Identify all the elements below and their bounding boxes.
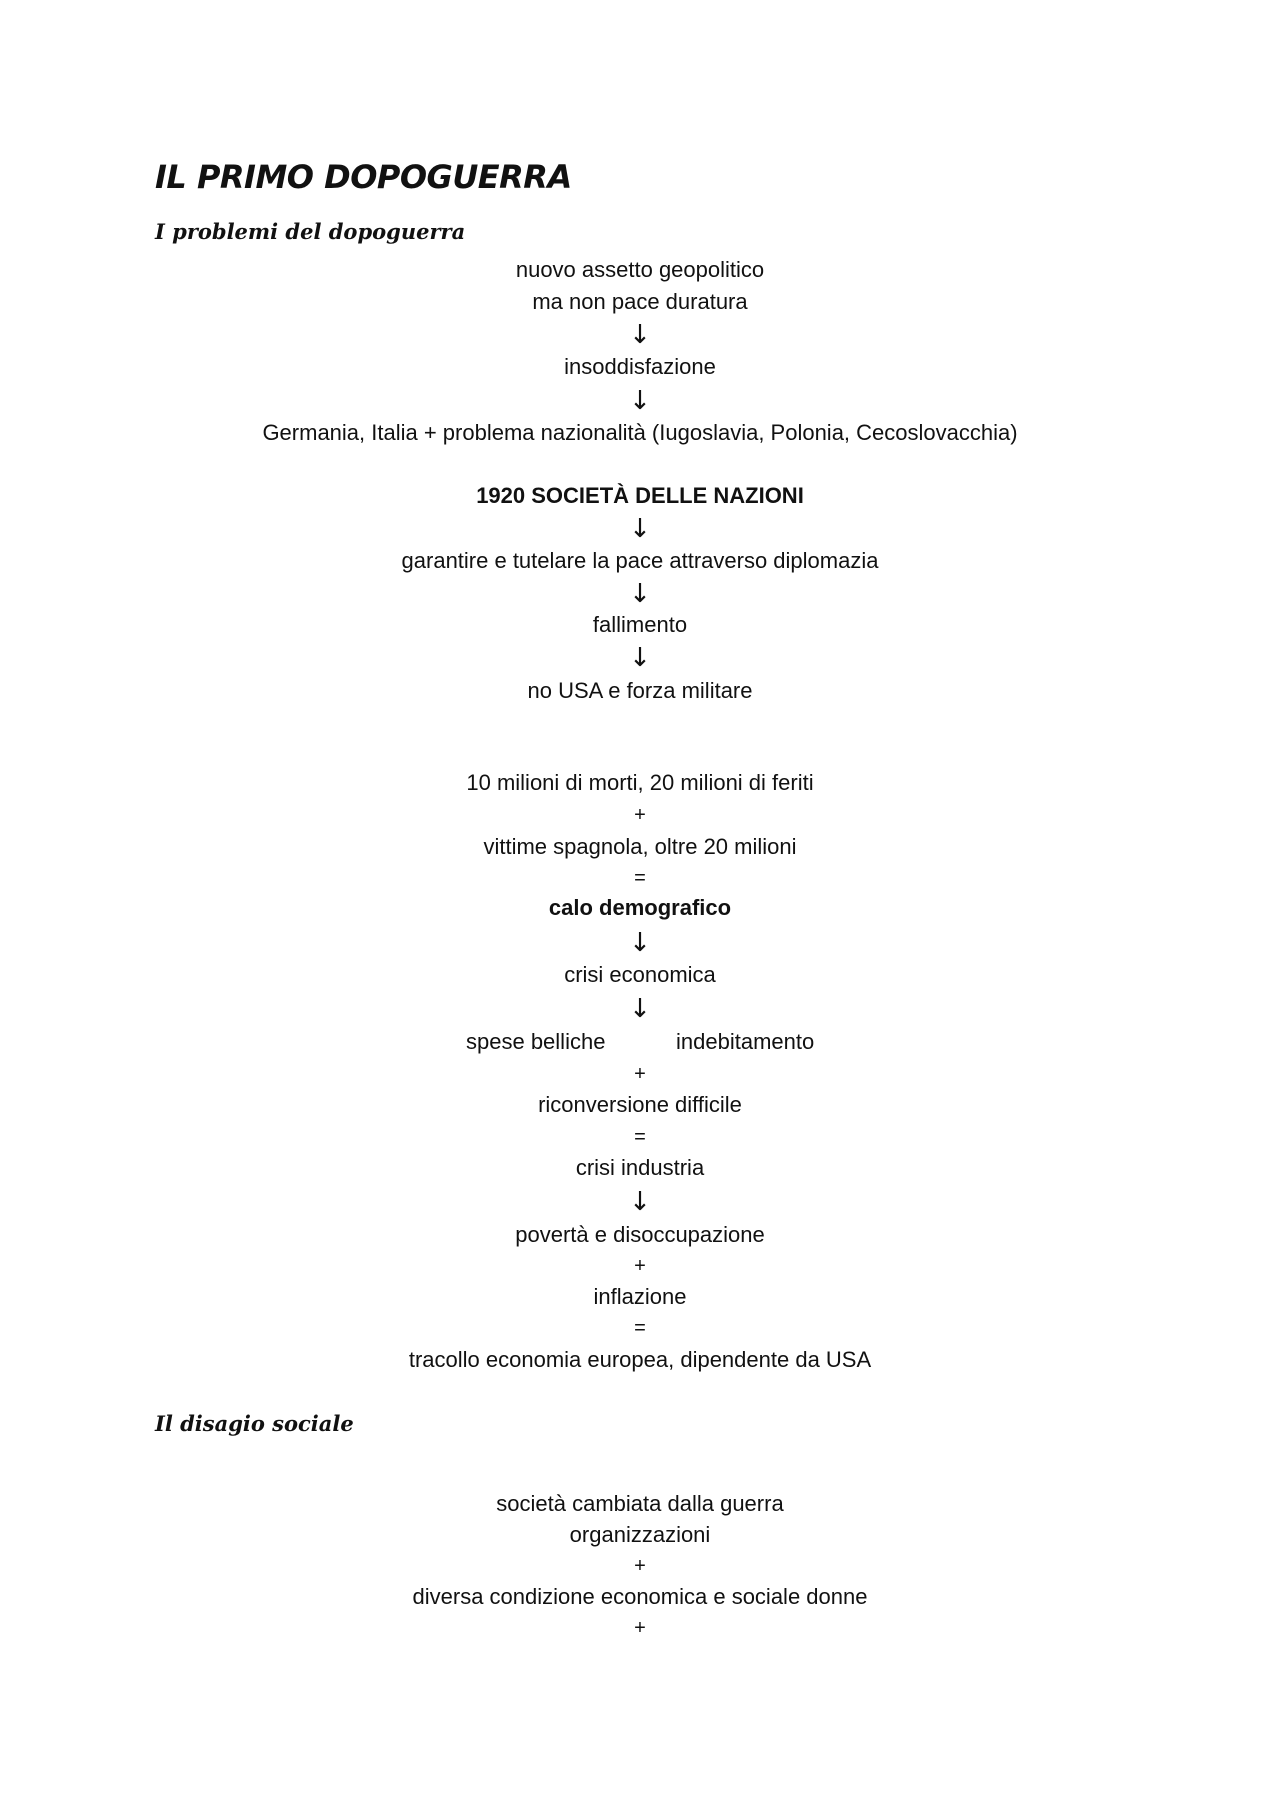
down-arrow-icon: ↓: [629, 514, 651, 544]
flow-line: ma non pace duratura: [532, 289, 748, 314]
flow-line: organizzazioni: [569, 1522, 711, 1547]
plus-sign: +: [634, 804, 646, 826]
section-heading-problems: I problemi del dopoguerra: [155, 219, 466, 244]
down-arrow-icon: ↓: [629, 928, 651, 958]
flow-line: vittime spagnola, oltre 20 milioni: [483, 834, 797, 859]
down-arrow-icon: ↓: [629, 386, 651, 416]
flow-line: diversa condizione economica e sociale donne: [412, 1584, 868, 1609]
flow-line: società cambiata dalla guerra: [496, 1491, 784, 1516]
plus-sign: +: [634, 1555, 646, 1577]
flow-line: insoddisfazione: [564, 354, 716, 379]
flow-line: 10 milioni di morti, 20 milioni di feriti: [466, 770, 814, 795]
flow-line: tracollo economia europea, dipendente da USA: [408, 1347, 872, 1372]
section-heading-social: Il disagio sociale: [155, 1411, 354, 1436]
down-arrow-icon: ↓: [629, 643, 651, 673]
flow-line: Germania, Italia + problema nazionalità (Iugoslavia, Polonia, Cecoslovacchia): [262, 420, 1018, 445]
flow-line: nuovo assetto geopolitico: [515, 257, 765, 282]
flow-line: crisi economica: [564, 962, 716, 987]
flow-line: riconversione difficile: [538, 1092, 742, 1117]
equals-sign: =: [634, 1317, 646, 1339]
flow-line: crisi industria: [575, 1155, 705, 1180]
flow-line-right: indebitamento: [676, 1029, 815, 1054]
plus-sign: +: [634, 1617, 646, 1639]
down-arrow-icon: ↓: [629, 579, 651, 609]
down-arrow-icon: ↓: [629, 994, 651, 1024]
equals-sign: =: [634, 867, 646, 889]
plus-sign: +: [634, 1255, 646, 1277]
plus-sign: +: [634, 1063, 646, 1085]
flow-line: povertà e disoccupazione: [515, 1222, 765, 1247]
down-arrow-icon: ↓: [629, 320, 651, 350]
flow-line: garantire e tutelare la pace attraverso diplomazia: [401, 548, 879, 573]
flow-line-emphasis: calo demografico: [548, 895, 732, 920]
document-title: IL PRIMO DOPOGUERRA: [155, 158, 572, 196]
flow-line-emphasis: 1920 SOCIETÀ DELLE NAZIONI: [476, 483, 804, 508]
flow-line: fallimento: [592, 612, 688, 637]
flow-line: inflazione: [593, 1284, 687, 1309]
flow-line-left: spese belliche: [466, 1029, 606, 1054]
flow-line: no USA e forza militare: [527, 678, 753, 703]
equals-sign: =: [634, 1126, 646, 1148]
down-arrow-icon: ↓: [629, 1187, 651, 1217]
